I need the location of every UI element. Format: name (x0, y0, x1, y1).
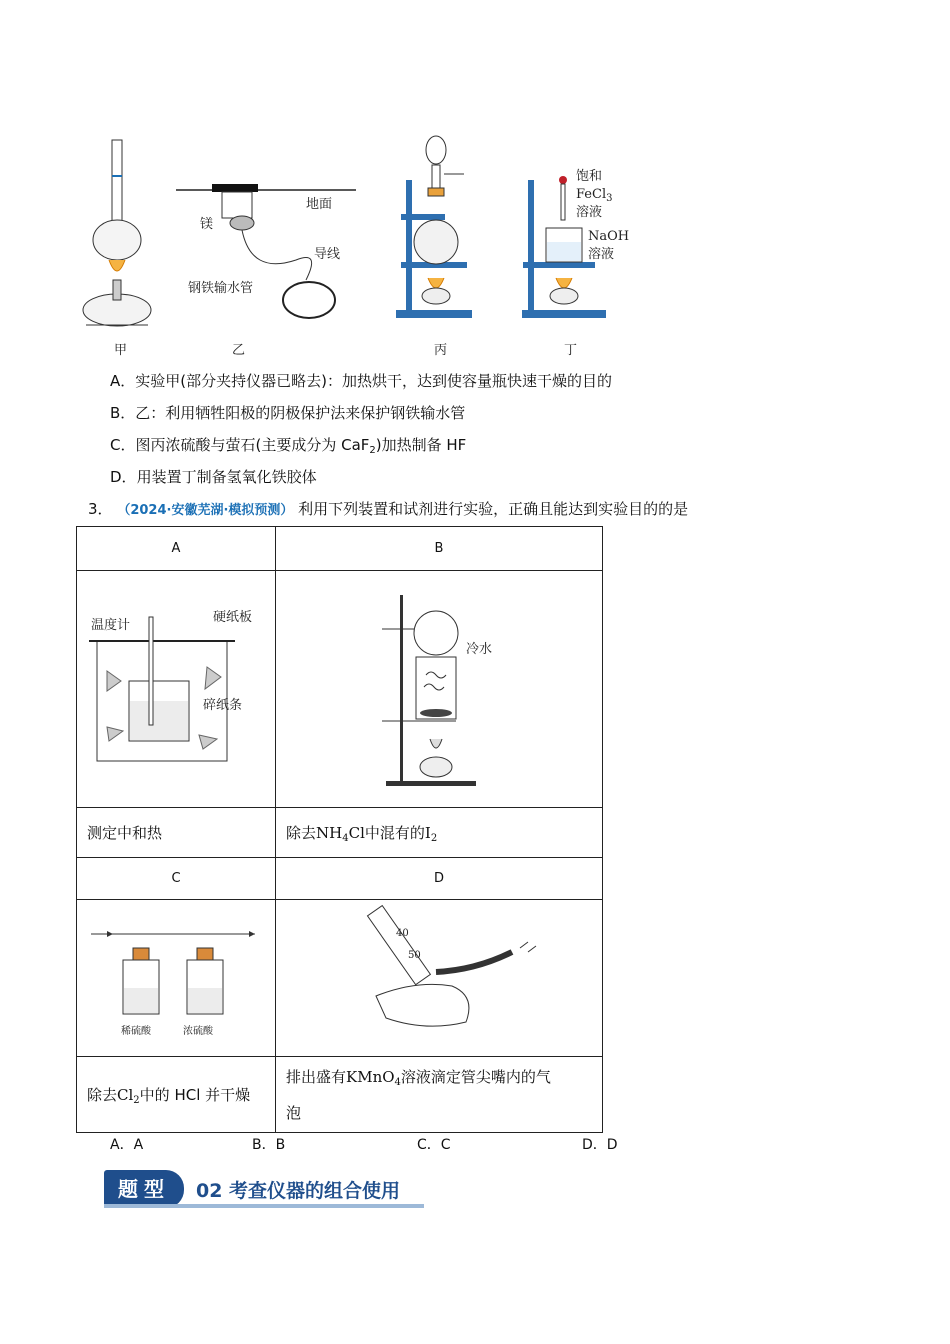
gas-washing-figure (77, 900, 275, 1052)
q3-option-a[interactable]: A．A (110, 1137, 144, 1153)
calorimeter-figure (77, 571, 275, 803)
burette-hand-figure (276, 900, 602, 1052)
apparatus-table (76, 526, 603, 1133)
fig-label-guan: 钢铁输水管 (188, 281, 254, 296)
fig-label-rongye1: 溶液 (576, 205, 603, 220)
distillation-stand-bing (396, 136, 472, 318)
fig-caption-bing: 丙 (434, 343, 448, 358)
q2-option-b[interactable]: B．乙：利用牺牲阳极的阴极保护法来保护钢铁输水管 (110, 404, 466, 422)
table-header-c: C (77, 858, 276, 900)
fig-label-dimian: 地面 (306, 197, 333, 212)
fig-label-daoxian: 导线 (314, 247, 341, 262)
cell-c-figure (77, 900, 276, 1057)
q2-option-d[interactable]: D．用装置丁制备氢氧化铁胶体 (110, 468, 317, 486)
cell-b-caption: 除去$NH_4Cl$中混有的$I_2$ (276, 808, 603, 858)
label-burette-50: 50 (408, 950, 421, 961)
fig-label-mei: 镁 (200, 217, 214, 232)
sublimation-figure (276, 571, 602, 803)
q3-option-b[interactable]: B．B (252, 1137, 286, 1153)
label-board: 硬纸板 (213, 610, 253, 625)
fig-label-baohe: 饱和 (576, 169, 603, 184)
cell-d-caption: 排出盛有KMnO$_4$溶液滴定管尖嘴内的气 泡 (276, 1057, 603, 1133)
label-strips: 碎纸条 (203, 698, 243, 713)
cell-b-figure (276, 571, 603, 808)
q2-option-c[interactable]: C．图丙浓硫酸与萤石(主要成分为 CaF$_2$)加热制备 HF (110, 436, 467, 456)
q3-stem (88, 498, 688, 519)
banner-underline (104, 1204, 424, 1208)
label-thermometer: 温度计 (91, 618, 131, 633)
banner-badge: 题型 (104, 1170, 184, 1208)
banner-title: 02 考查仪器的组合使用 (196, 1180, 401, 1202)
fig-label-fecl3: FeCl$_3$ (576, 187, 613, 204)
fig-caption-ding: 丁 (564, 343, 578, 358)
q3-option-d[interactable]: D．D (582, 1137, 618, 1153)
table-header-d: D (276, 858, 603, 900)
section-banner (104, 1170, 424, 1208)
q2-option-a[interactable]: A．实验甲(部分夹持仪器已略去)：加热烘干，达到使容量瓶快速干燥的目的 (110, 372, 612, 390)
cell-d-figure (276, 900, 603, 1057)
q3-option-c[interactable]: C．C (417, 1137, 451, 1153)
fig-label-rongye2: 溶液 (588, 247, 615, 262)
label-cold-water: 冷水 (466, 642, 493, 657)
flask-apparatus-jia (83, 140, 151, 326)
cell-a-caption: 测定中和热 (77, 808, 276, 858)
fig-label-naoh: NaOH (588, 229, 630, 244)
q3-stem-text: 利用下列装置和试剂进行实验，正确且能达到实验目的的是 (298, 500, 689, 518)
label-burette-40: 40 (396, 928, 409, 939)
cell-a-figure (77, 571, 276, 808)
table-header-b: B (276, 527, 603, 571)
table-header-a: A (77, 527, 276, 571)
label-dilute-acid: 稀硫酸 (121, 1026, 151, 1037)
fig-caption-yi: 乙 (232, 343, 246, 358)
q3-number: 3． (88, 500, 113, 518)
q3-source: （2024·安徽芜湖·模拟预测） (117, 503, 294, 518)
label-conc-acid: 浓硫酸 (183, 1026, 213, 1037)
fig-caption-jia: 甲 (114, 343, 128, 358)
apparatus-figure-top (76, 110, 636, 370)
cell-c-caption: 除去$Cl_2$中的 HCl 并干燥 (77, 1057, 276, 1133)
